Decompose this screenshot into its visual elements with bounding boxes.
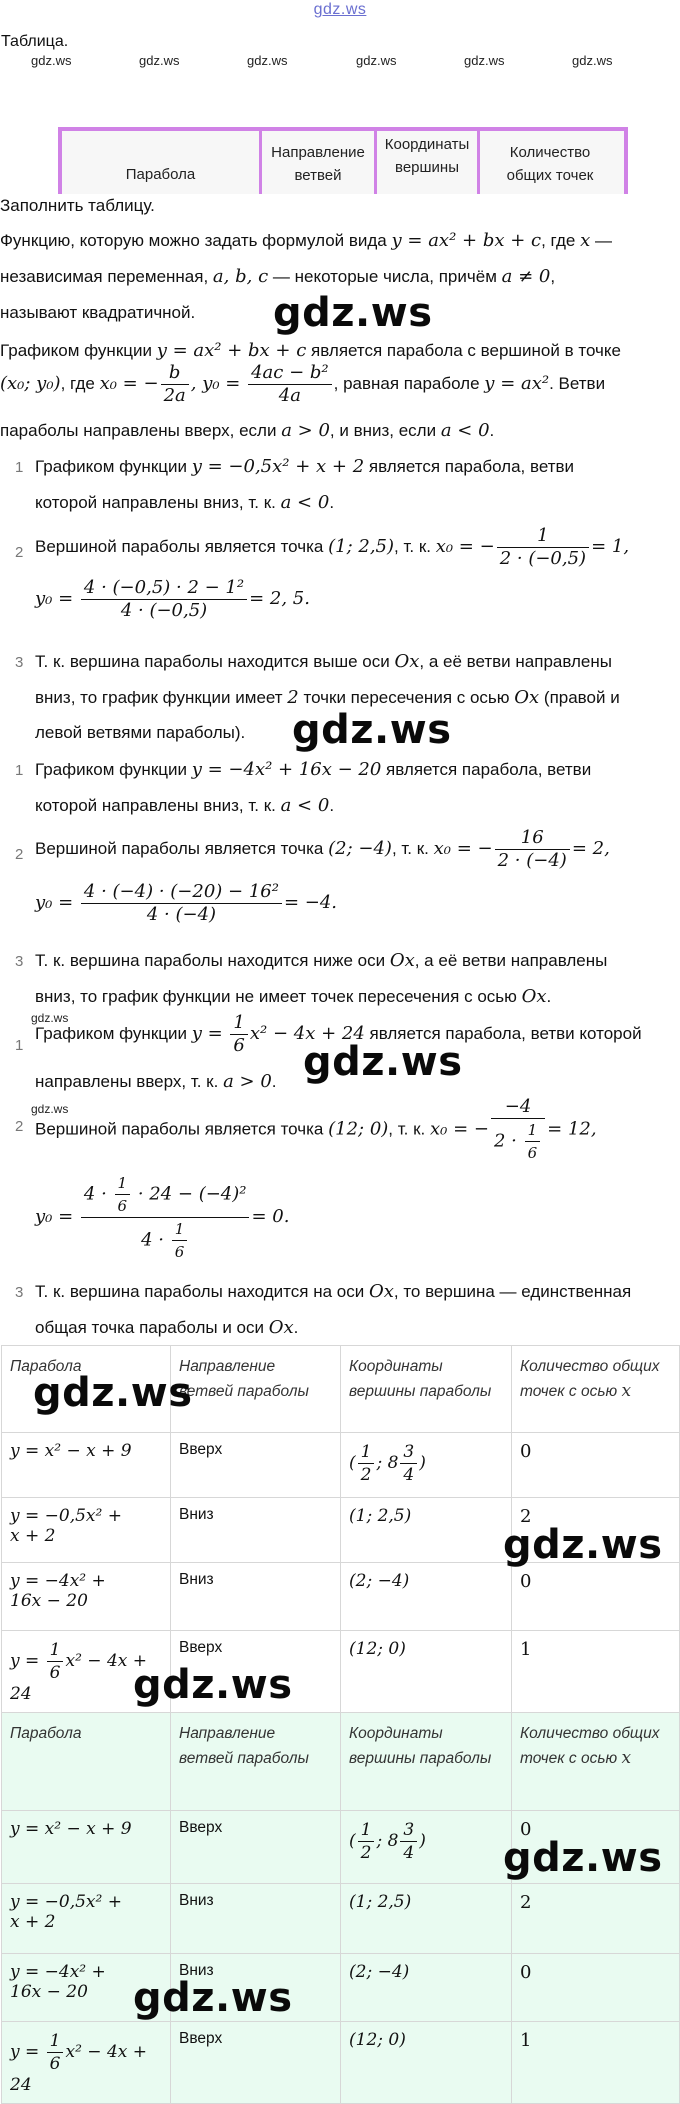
top-logo[interactable]: gdz.ws [313,1,367,18]
table-row [2,1884,680,1954]
table-cell-count: 0 [512,1433,680,1498]
table-cell-direction: Вниз [171,1498,341,1563]
watermark: gdz.ws [464,53,505,68]
table-cell-count: 1 [512,2022,680,2104]
table-cell-parabola: y = $\frac{1}{6}$ x² − 4x + 24 [2,2022,171,2104]
table-cell-vertex: (1; 2,5) [341,1884,512,1954]
table-cell-count: 2 [512,1884,680,1954]
intro-line: называют квадратичной. [0,303,196,322]
table-cell-vertex: (12; 0) [341,1631,512,1713]
table-cell-count: 0 [512,1811,680,1884]
image-table-header: Координаты вершины [377,131,480,194]
table-header-cell: Количество общих точек с осью x [512,1713,680,1811]
step-number: 2 [15,544,24,561]
image-table-header: Парабола [62,131,262,194]
step-number: 1 [15,762,24,779]
step-text: Графиком функции y = −4x² + 16x − 20 является парабола, ветви [35,759,592,780]
watermark: gdz.ws [133,1975,293,2021]
intro-line: Функцию, которую можно задать формулой вида y = ax² + bx + c, где x — [0,230,612,251]
step-number: 3 [15,1284,24,1301]
step-text: y₀ = $\frac{\text{4 · (−0,5) · 2 − 1²}}{4 \cdot (-0,5)}$ = 2, 5. [35,577,310,621]
image-table-header: Направление ветвей [262,131,377,194]
table-cell-direction: Вверх [171,1811,341,1884]
watermark: gdz.ws [33,1370,193,1416]
table-header-cell: Парабола [2,1713,171,1811]
table-cell-count: 2 [512,1498,680,1563]
table-row [2,1631,680,1713]
table-cell-parabola: y = $\frac{1}{6}$ x² − 4x + 24 [2,1631,171,1713]
intro-line: Графиком функции y = ax² + bx + c является парабола с вершиной в точке [0,340,621,361]
table-header-cell: Координаты вершины параболы [341,1713,512,1811]
image-table-header: Количество общих точек [506,144,594,184]
table-cell-parabola: y = x² − x + 9 [2,1811,171,1884]
watermark: gdz.ws [503,1522,663,1568]
table-cell-parabola: y = x² − x + 9 [2,1433,171,1498]
step-text: Т. к. вершина параболы находится выше оси Ox, а её ветви направлены [35,651,612,672]
intro-line: независимая переменная, a, b, c — некоторые числа, причём a ≠ 0, [0,266,556,287]
step-text: которой направлены вниз, т. к. a < 0. [35,795,335,816]
step-number: 2 [15,846,24,863]
intro-line: Заполнить таблицу. [0,196,155,215]
step-text: Т. к. вершина параболы находится на оси Ox, то вершина — единственная [35,1281,632,1302]
table-cell-parabola: y = −4x² + 16x − 20 [2,1563,171,1631]
table-cell-parabola: y = −4x² + 16x − 20 [2,1954,171,2022]
table-cell-vertex: ( $\frac{1}{2}$ ; 8 $\frac{3}{4}$ ) [341,1433,512,1498]
table-cell-direction: Вверх [171,2022,341,2104]
step-number: 3 [15,654,24,671]
step-number: 3 [15,953,24,970]
watermark: gdz.ws [303,1039,463,1085]
step-text: Вершиной параболы является точка (12; 0), т. к. x₀ = − −4 2 · $\frac{1}{6}$ = 12, [35,1096,597,1162]
table-header-row [2,1713,680,1811]
intro-line: (x₀; y₀), где x₀ = − $\frac{b}{2a}$ , y₀ = $\frac{\text{4ac − b²}}{4a}$ , равная параболе y = ax². Ветви [0,362,606,406]
step-text: Вершиной параболы является точка (2; −4), т. к. x₀ = − $\frac{16}{2 \cdot (-4)}$ = 2, [35,827,610,871]
table-image [58,127,628,194]
table-row [2,1954,680,2022]
table-cell-direction: Вниз [171,1563,341,1631]
watermark: gdz.ws [572,53,613,68]
step-number: 2 [15,1118,24,1135]
table-cell-vertex: (2; −4) [341,1954,512,2022]
step-text: общая точка параболы и оси Ox. [35,1317,299,1338]
table-header-cell: Координаты вершины параболы [341,1346,512,1433]
watermark: gdz.ws [139,53,180,68]
step-number: 1 [15,459,24,476]
intro-line: параболы направлены вверх, если a > 0, и вниз, если a < 0. [0,420,495,441]
watermark: gdz.ws [356,53,397,68]
watermark: gdz.ws [31,1011,69,1025]
table-cell-count: 1 [512,1631,680,1713]
table-cell-parabola: y = −0,5x² + x + 2 [2,1498,171,1563]
step-text: вниз, то график функции имеет 2 точки пересечения с осью Ox (правой и [35,687,620,708]
watermark: gdz.ws [31,1102,69,1116]
step-text: Графиком функции y = $\frac{1}{6}$ x² − 4x + 24 является парабола, ветви которой [35,1012,642,1056]
watermark: gdz.ws [273,290,433,336]
table-row [2,1433,680,1498]
table-cell-count: 0 [512,1954,680,2022]
table-row [2,2022,680,2104]
table-cell-vertex: (12; 0) [341,2022,512,2104]
watermark: gdz.ws [503,1835,663,1881]
table-cell-parabola: y = −0,5x² + x + 2 [2,1884,171,1954]
step-text: Т. к. вершина параболы находится ниже оси Ox, а её ветви направлены [35,950,608,971]
watermark: gdz.ws [247,53,288,68]
table-cell-direction: Вниз [171,1954,341,2022]
step-text: левой ветвями параболы). [35,723,246,742]
step-number: 1 [15,1037,24,1054]
watermark: gdz.ws [292,707,452,753]
table-header-cell: Направление ветвей параболы [171,1713,341,1811]
step-text: y₀ = 4 · $\frac{1}{6}$ · 24 − (−4)² 4 · $\frac{1}{6}$ = 0. [35,1174,290,1261]
step-text: Графиком функции y = −0,5x² + x + 2 является парабола, ветви [35,456,575,477]
table-cell-vertex: (1; 2,5) [341,1498,512,1563]
table-cell-count: 0 [512,1563,680,1631]
watermark: gdz.ws [31,53,72,68]
step-text: направлены вверх, т. к. a > 0. [35,1071,277,1092]
watermark: gdz.ws [133,1662,293,1708]
table-cell-direction: Вниз [171,1884,341,1954]
step-text: y₀ = $\frac{\text{4 · (−4) · (−20) − 16²}}{4 \cdot (-4)}$ = −4. [35,881,338,925]
table-header-cell: Количество общих точек с осью x [512,1346,680,1433]
step-text: Вершиной параболы является точка (1; 2,5), т. к. x₀ = − $\frac{1}{2 \cdot (-0,5)}$ = 1, [35,525,630,569]
table-header-cell: Парабола [2,1346,171,1433]
table-row [2,1563,680,1631]
table-cell-direction: Вверх [171,1433,341,1498]
step-text: которой направлены вниз, т. к. a < 0. [35,492,335,513]
table-cell-direction: Вверх [171,1631,341,1713]
caption: Таблица. [1,33,69,50]
table-header-cell: Направление ветвей параболы [171,1346,341,1433]
result-table-green [1,1712,680,2104]
step-text: вниз, то график функции не имеет точек пересечения с осью Ox. [35,986,552,1007]
table-cell-vertex: (2; −4) [341,1563,512,1631]
table-cell-vertex: ( $\frac{1}{2}$ ; 8 $\frac{3}{4}$ ) [341,1811,512,1884]
